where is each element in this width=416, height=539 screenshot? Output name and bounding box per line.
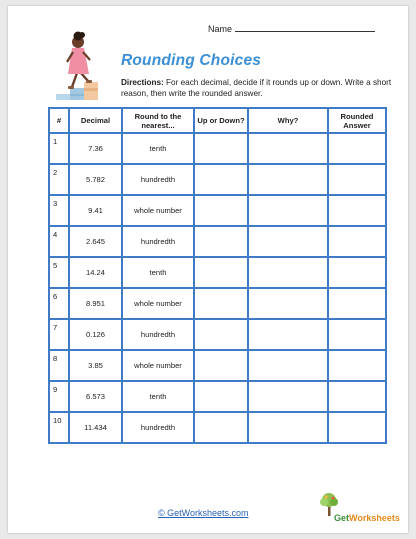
up-or-down-answer-cell[interactable] (194, 412, 248, 443)
row-number: 10 (53, 416, 62, 425)
decimal-cell: 11.434 (69, 412, 122, 443)
place-cell: tenth (122, 133, 194, 164)
row-number-cell (49, 350, 69, 381)
table-row (49, 412, 386, 443)
getworksheets-logo (334, 513, 400, 523)
row-number-cell (49, 288, 69, 319)
why-answer-cell[interactable] (248, 412, 328, 443)
rounded-answer-cell[interactable] (328, 412, 386, 443)
place-cell: hundredth (122, 164, 194, 195)
row-number: 1 (53, 137, 58, 146)
row-number: 2 (53, 168, 58, 177)
table-row (49, 226, 386, 257)
place-cell: whole number (122, 195, 194, 226)
up-or-down-answer-cell[interactable] (194, 164, 248, 195)
decimal-cell: 5.782 (69, 164, 122, 195)
why-answer-cell[interactable] (248, 164, 328, 195)
row-number-cell (49, 226, 69, 257)
logo-word-worksheets: Worksheets (349, 513, 400, 523)
col-header-up-or-down: Up or Down? (194, 108, 248, 133)
rounded-answer-cell[interactable] (328, 226, 386, 257)
row-number-cell (49, 164, 69, 195)
decimal-cell: 3.85 (69, 350, 122, 381)
why-answer-cell[interactable] (248, 226, 328, 257)
rounded-answer-cell[interactable] (328, 257, 386, 288)
rounding-table (48, 107, 387, 444)
up-or-down-answer-cell[interactable] (194, 288, 248, 319)
decimal-cell: 9.41 (69, 195, 122, 226)
decimal-cell: 14.24 (69, 257, 122, 288)
up-or-down-answer-cell[interactable] (194, 257, 248, 288)
decimal-cell: 0.126 (69, 319, 122, 350)
col-header-why: Why? (248, 108, 328, 133)
up-or-down-answer-cell[interactable] (194, 319, 248, 350)
table-row (49, 195, 386, 226)
place-cell: tenth (122, 257, 194, 288)
col-header-rounded-answer: Rounded Answer (328, 108, 386, 133)
table-row (49, 257, 386, 288)
row-number-cell (49, 133, 69, 164)
directions-label: Directions: (121, 78, 164, 87)
table-row (49, 381, 386, 412)
decimal-cell: 6.573 (69, 381, 122, 412)
row-number-cell (49, 257, 69, 288)
name-label: Name (208, 24, 233, 34)
table-row (49, 288, 386, 319)
table-row (49, 319, 386, 350)
name-field[interactable] (208, 23, 375, 34)
logo-word-get: Get (334, 513, 350, 523)
place-cell: hundredth (122, 412, 194, 443)
row-number: 9 (53, 385, 58, 394)
why-answer-cell[interactable] (248, 288, 328, 319)
place-cell: hundredth (122, 226, 194, 257)
why-answer-cell[interactable] (248, 133, 328, 164)
why-answer-cell[interactable] (248, 350, 328, 381)
rounded-answer-cell[interactable] (328, 133, 386, 164)
row-number-cell (49, 319, 69, 350)
row-number: 6 (53, 292, 58, 301)
decimal-cell: 7.36 (69, 133, 122, 164)
rounded-answer-cell[interactable] (328, 164, 386, 195)
decimal-cell: 8.951 (69, 288, 122, 319)
rounded-answer-cell[interactable] (328, 195, 386, 226)
row-number: 3 (53, 199, 58, 208)
place-cell: hundredth (122, 319, 194, 350)
directions-text: For each decimal, decide if it rounds up or down. Write a short reason, then write the rounded answer. (121, 78, 392, 98)
row-number-cell (49, 412, 69, 443)
name-line[interactable] (235, 23, 375, 32)
place-cell: tenth (122, 381, 194, 412)
table-row (49, 164, 386, 195)
row-number: 5 (53, 261, 58, 270)
row-number: 7 (53, 323, 58, 332)
worksheet-page (8, 6, 408, 533)
place-cell: whole number (122, 288, 194, 319)
table-header-row (49, 108, 386, 133)
table-row (49, 350, 386, 381)
up-or-down-answer-cell[interactable] (194, 133, 248, 164)
row-number: 8 (53, 354, 58, 363)
up-or-down-answer-cell[interactable] (194, 195, 248, 226)
why-answer-cell[interactable] (248, 319, 328, 350)
why-answer-cell[interactable] (248, 381, 328, 412)
decimal-cell: 2.645 (69, 226, 122, 257)
why-answer-cell[interactable] (248, 195, 328, 226)
row-number-cell (49, 195, 69, 226)
why-answer-cell[interactable] (248, 257, 328, 288)
rounded-answer-cell[interactable] (328, 350, 386, 381)
up-or-down-answer-cell[interactable] (194, 226, 248, 257)
place-cell: whole number (122, 350, 194, 381)
row-number: 4 (53, 230, 58, 239)
col-header-round-to: Round to the nearest... (122, 108, 194, 133)
girl-climbing-stairs-illustration (48, 28, 108, 108)
getworksheets-link[interactable]: © GetWorksheets.com (158, 508, 249, 518)
col-header-number: # (49, 108, 69, 133)
rounded-answer-cell[interactable] (328, 381, 386, 412)
rounded-answer-cell[interactable] (328, 319, 386, 350)
col-header-decimal: Decimal (69, 108, 122, 133)
up-or-down-answer-cell[interactable] (194, 381, 248, 412)
worksheet-title: Rounding Choices (121, 52, 262, 69)
row-number-cell (49, 381, 69, 412)
up-or-down-answer-cell[interactable] (194, 350, 248, 381)
directions (121, 77, 401, 99)
table-row (49, 133, 386, 164)
rounded-answer-cell[interactable] (328, 288, 386, 319)
